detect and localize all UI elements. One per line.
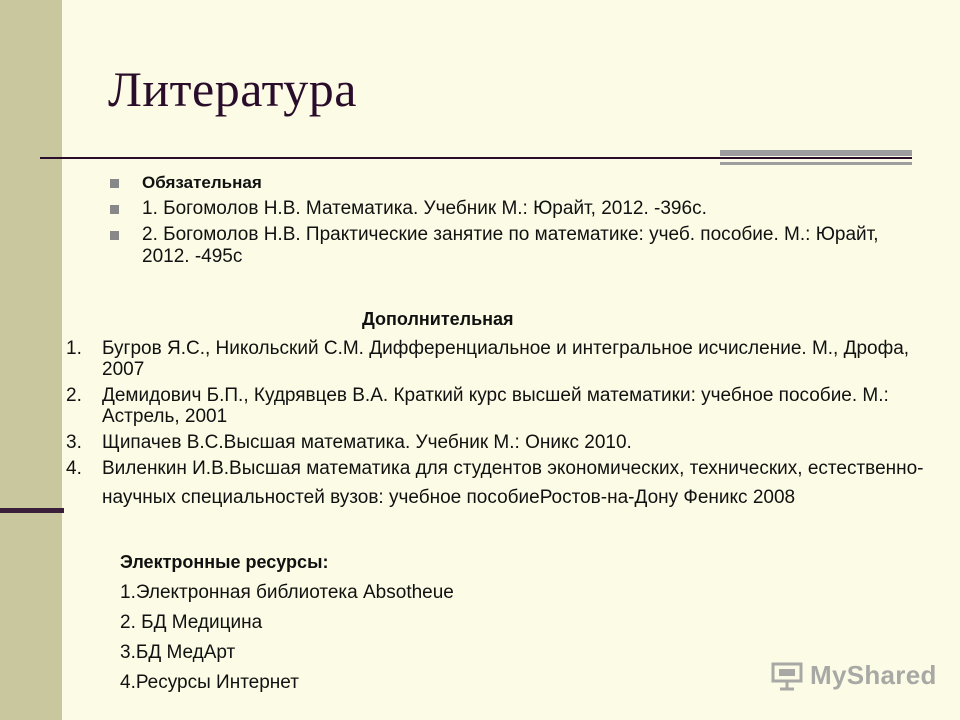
resource-item-3: 3.БД МедАрт	[120, 642, 236, 663]
watermark-text: MyShared	[810, 660, 937, 690]
resources-heading: Электронные ресурсы:	[120, 552, 329, 572]
resource-item-2: 2. БД Медицина	[120, 612, 263, 633]
item-number: 1.	[66, 338, 82, 359]
title-rule-accent	[720, 150, 912, 165]
list-item	[108, 198, 898, 220]
slide-title: Литература	[108, 61, 357, 117]
additional-item-3: Щипачев В.С.Высшая математика. Учебник М.: Оникс 2010.	[102, 432, 632, 453]
list-item	[108, 224, 898, 268]
resource-item-1: 1.Электронная библиотека Absotheue	[120, 582, 454, 603]
sidebar-divider-mark	[0, 508, 64, 513]
list-item	[66, 432, 926, 453]
required-literature-list	[108, 172, 898, 272]
required-heading: Обязательная	[142, 173, 262, 192]
left-sidebar-band	[0, 0, 62, 720]
additional-item-4: Виленкин И.В.Высшая математика для студентов экономических, технических, естественно-научных специальностей вузов: учебное пособиеРостов-на-Дону Феникс 2008	[102, 458, 924, 508]
list-item	[66, 338, 926, 380]
bullet-square-icon	[110, 179, 119, 188]
additional-heading: Дополнительная	[362, 309, 514, 329]
resource-item-4: 4.Ресурсы Интернет	[120, 672, 299, 693]
electronic-resources	[120, 550, 454, 698]
additional-item-2: Демидович Б.П., Кудрявцев В.А. Краткий курс высшей математики: учебное пособие. М.: Астрель, 2001	[102, 385, 889, 427]
additional-literature-list	[66, 338, 926, 517]
required-item-2: 2. Богомолов Н.В. Практические занятие по математике: учеб. пособие. М.: Юрайт, 2012. -495с	[142, 224, 879, 267]
bullet-square-icon	[110, 205, 119, 214]
bullet-square-icon	[110, 231, 119, 240]
item-number: 2.	[66, 385, 82, 406]
presentation-board-icon	[770, 661, 804, 691]
additional-item-1: Бугров Я.С., Никольский С.М. Дифференциальное и интегральное исчисление. М., Дрофа, 2007	[102, 338, 910, 380]
required-item-1: 1. Богомолов Н.В. Математика. Учебник М.: Юрайт, 2012. -396с.	[142, 198, 707, 219]
list-item	[66, 385, 926, 427]
watermark-logo	[770, 660, 937, 691]
item-number: 4.	[66, 458, 82, 479]
list-item	[108, 172, 898, 194]
list-item	[66, 454, 926, 512]
item-number: 3.	[66, 432, 82, 453]
